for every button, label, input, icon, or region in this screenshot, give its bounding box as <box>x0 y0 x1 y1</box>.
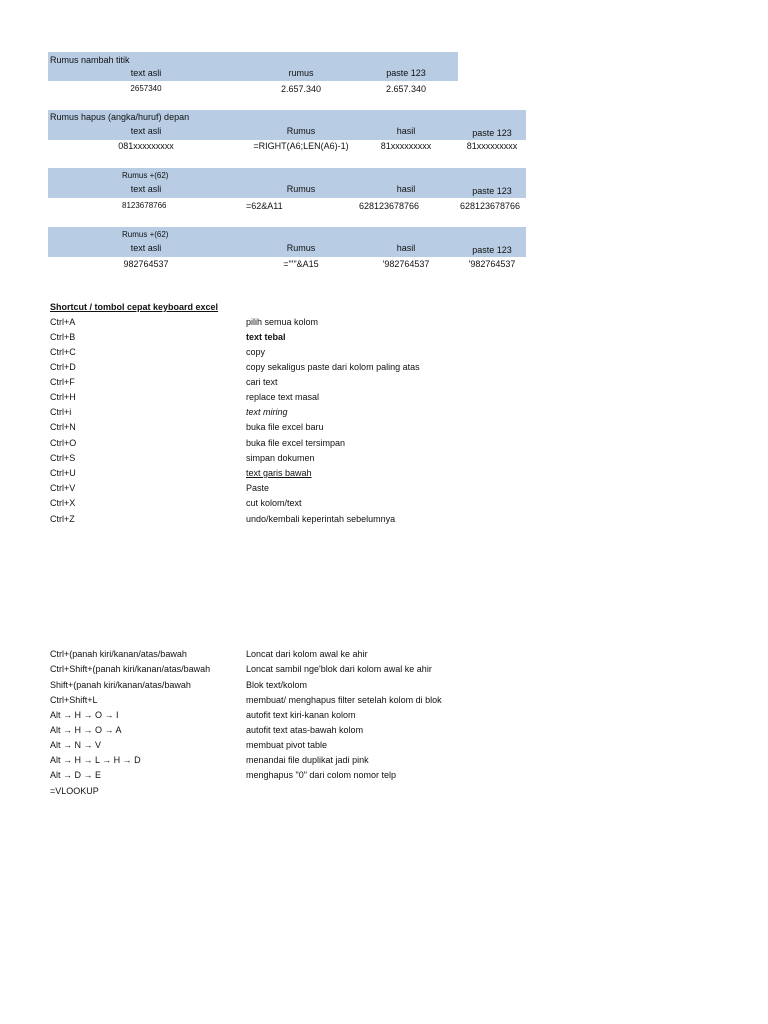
section1-header-paste: paste 123 <box>386 68 426 78</box>
section3-header-rumus: Rumus <box>286 184 316 194</box>
shortcut-desc: copy <box>246 347 266 357</box>
section1-title: Rumus nambah titik <box>50 55 130 65</box>
section2-header-hasil: hasil <box>396 126 416 136</box>
shortcuts-title: Shortcut / tombol cepat keyboard excel <box>50 302 219 312</box>
nav-shortcut-key: Ctrl+Shift+L <box>50 695 98 705</box>
shortcut-key: Ctrl+A <box>50 317 76 327</box>
shortcut-key: Ctrl+H <box>50 392 76 402</box>
shortcut-desc: pilih semua kolom <box>246 317 319 327</box>
nav-shortcut-desc: autofit text atas-bawah kolom <box>246 725 364 735</box>
nav-shortcut-key: =VLOOKUP <box>50 786 99 796</box>
section2-header-paste: paste 123 <box>472 128 512 138</box>
shortcut-desc: buka file excel tersimpan <box>246 438 346 448</box>
shortcut-key: Ctrl+V <box>50 483 76 493</box>
section3-header-paste: paste 123 <box>472 186 512 196</box>
nav-shortcut-key: Ctrl+Shift+(panah kiri/kanan/atas/bawah <box>50 664 211 674</box>
shortcut-key: Ctrl+Z <box>50 514 75 524</box>
shortcut-key: Ctrl+S <box>50 453 76 463</box>
section4-header-rumus: Rumus <box>286 243 316 253</box>
section2-cell-rumus[interactable]: =RIGHT(A6;LEN(A6)-1) <box>253 141 349 151</box>
section3-header-hasil: hasil <box>396 184 416 194</box>
nav-shortcut-key: Shift+(panah kiri/kanan/atas/bawah <box>50 680 191 690</box>
section4-header-hasil: hasil <box>396 243 416 253</box>
section1-cell-rumus[interactable]: 2.657.340 <box>280 84 322 94</box>
shortcut-desc: cari text <box>246 377 278 387</box>
shortcut-desc: text garis bawah <box>246 468 312 478</box>
section3-cell-rumus[interactable]: =62&A11 <box>246 201 283 211</box>
shortcut-desc: cut kolom/text <box>246 498 302 508</box>
section3-title: Rumus +(62) <box>122 171 169 180</box>
shortcut-key: Ctrl+U <box>50 468 76 478</box>
shortcut-key: Ctrl+F <box>50 377 75 387</box>
shortcut-key: Ctrl+C <box>50 347 76 357</box>
nav-shortcut-key: Alt → D → E <box>50 770 102 780</box>
section2-cell-hasil[interactable]: 81xxxxxxxxx <box>380 141 432 151</box>
shortcut-key: Ctrl+O <box>50 438 77 448</box>
section4-header-paste: paste 123 <box>472 245 512 255</box>
nav-shortcut-desc: menandai file duplikat jadi pink <box>246 755 369 765</box>
shortcut-key: Ctrl+X <box>50 498 76 508</box>
section2-title: Rumus hapus (angka/huruf) depan <box>50 112 190 122</box>
shortcut-desc: copy sekaligus paste dari kolom paling atas <box>246 362 420 372</box>
section1-cell-text-asli[interactable]: 2657340 <box>130 84 162 93</box>
shortcut-desc: text tebal <box>246 332 286 342</box>
shortcut-desc: text miring <box>246 407 288 417</box>
section3-cell-hasil[interactable]: 628123678766 <box>358 201 420 211</box>
section4-title: Rumus +(62) <box>122 230 169 239</box>
shortcut-key: Ctrl+i <box>50 407 72 417</box>
shortcut-key: Ctrl+N <box>50 422 76 432</box>
nav-shortcut-desc: Blok text/kolom <box>246 680 308 690</box>
nav-shortcut-key: Ctrl+(panah kiri/kanan/atas/bawah <box>50 649 187 659</box>
section2-header-text-asli: text asli <box>130 126 162 136</box>
shortcut-key: Ctrl+B <box>50 332 76 342</box>
section2-header-rumus: Rumus <box>286 126 316 136</box>
section3-header-text-asli: text asli <box>130 184 162 194</box>
section1-cell-paste[interactable]: 2.657.340 <box>385 84 427 94</box>
shortcut-key: Ctrl+D <box>50 362 76 372</box>
section4-cell-text-asli[interactable]: 982764537 <box>123 259 169 269</box>
section3-cell-paste[interactable]: 628123678766 <box>459 201 521 211</box>
nav-shortcut-key: Alt → H → O → A <box>50 725 122 735</box>
nav-shortcut-key: Alt → H → L → H → D <box>50 755 141 765</box>
section4-cell-paste[interactable]: '982764537 <box>468 259 516 269</box>
section1-header-rumus: rumus <box>288 68 314 78</box>
shortcut-desc: undo/kembali keperintah sebelumnya <box>246 514 396 524</box>
section4-cell-rumus[interactable]: ="'"&A15 <box>283 259 319 269</box>
nav-shortcut-key: Alt → N → V <box>50 740 102 750</box>
nav-shortcut-desc: Loncat dari kolom awal ke ahir <box>246 649 368 659</box>
nav-shortcut-desc: Loncat sambil nge'blok dari kolom awal ke ahir <box>246 664 432 674</box>
shortcut-desc: replace text masal <box>246 392 320 402</box>
section2-cell-paste[interactable]: 81xxxxxxxxx <box>466 141 518 151</box>
nav-shortcut-desc: membuat pivot table <box>246 740 328 750</box>
section3-cell-text-asli[interactable]: 8123678766 <box>122 201 167 210</box>
shortcut-desc: buka file excel baru <box>246 422 324 432</box>
nav-shortcut-desc: membuat/ menghapus filter setelah kolom di blok <box>246 695 442 705</box>
shortcut-desc: Paste <box>246 483 270 493</box>
section2-cell-text-asli[interactable]: 081xxxxxxxxx <box>118 141 174 151</box>
nav-shortcut-key: Alt → H → O → I <box>50 710 119 720</box>
section4-cell-hasil[interactable]: '982764537 <box>382 259 430 269</box>
shortcut-desc: simpan dokumen <box>246 453 315 463</box>
section1-header-text-asli: text asli <box>130 68 162 78</box>
nav-shortcut-desc: menghapus "0" dari colom nomor telp <box>246 770 396 780</box>
nav-shortcut-desc: autofit text kiri-kanan kolom <box>246 710 356 720</box>
section4-header-text-asli: text asli <box>130 243 162 253</box>
